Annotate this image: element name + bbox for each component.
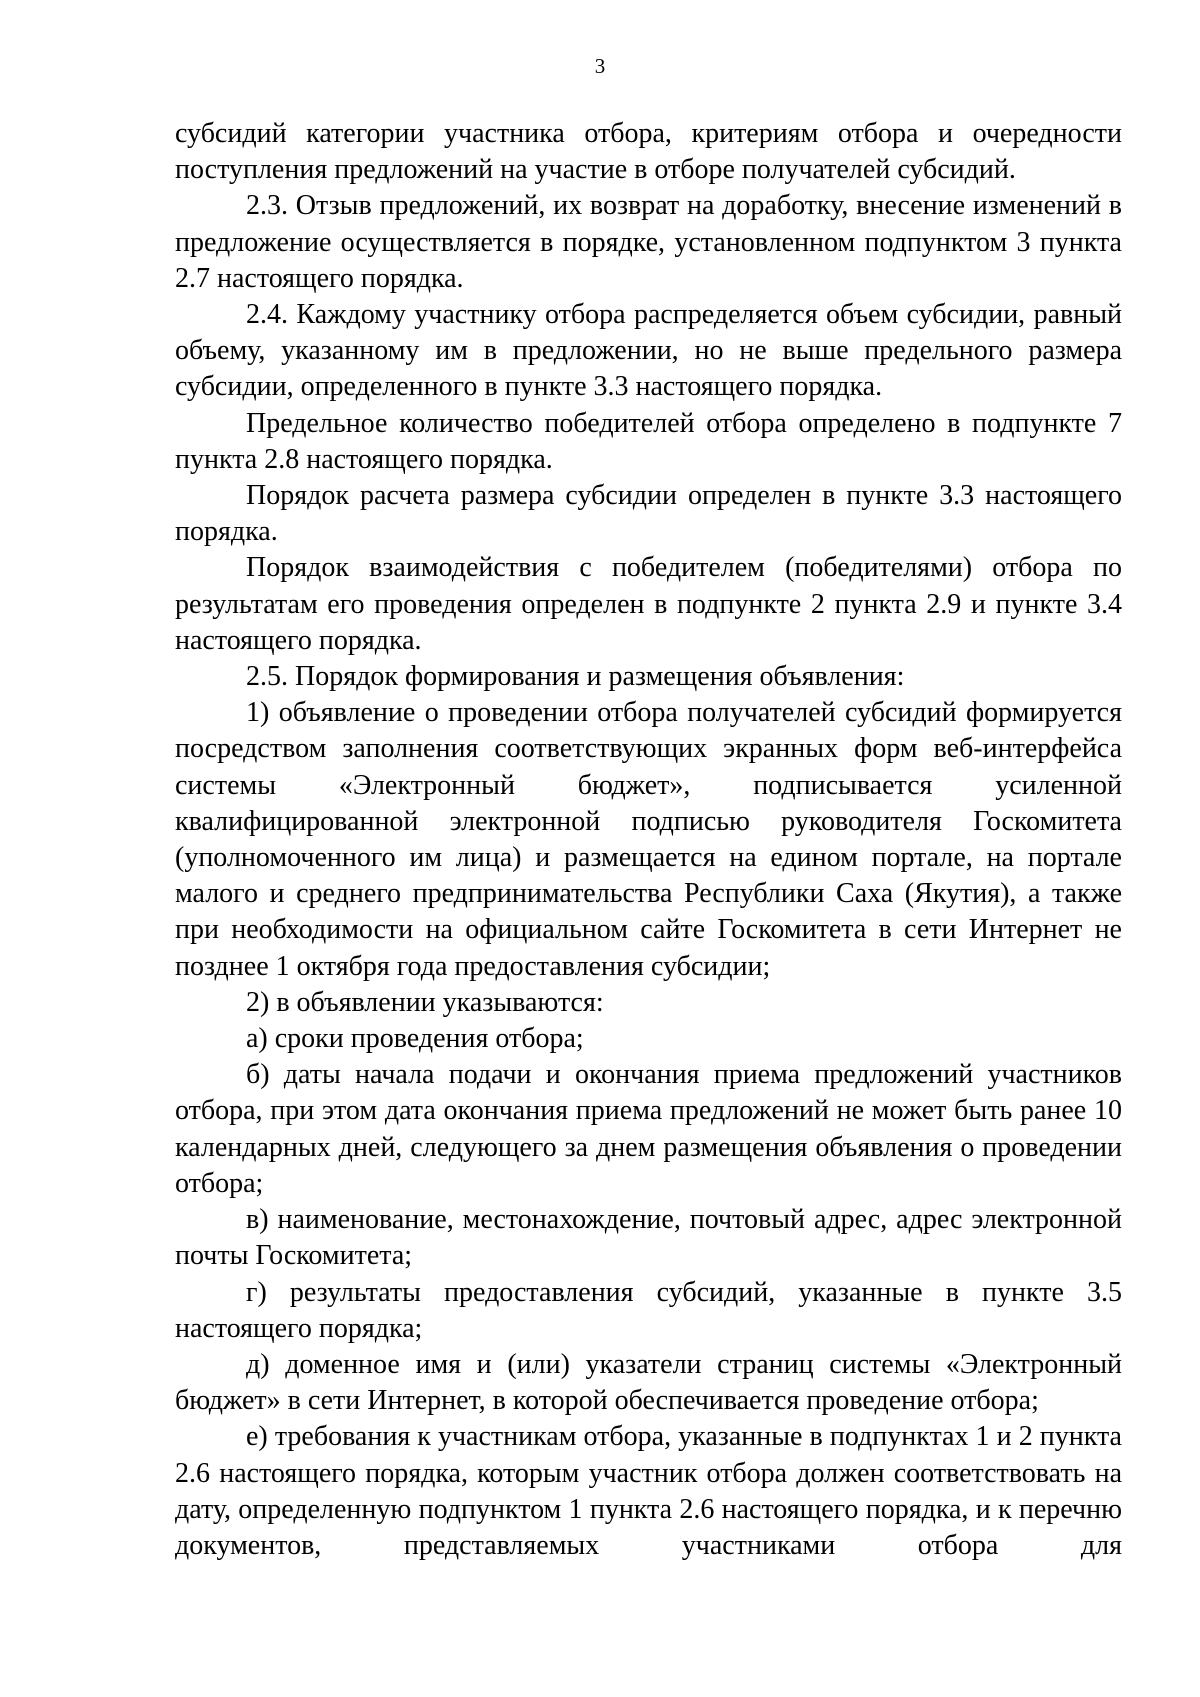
- paragraph: б) даты начала подачи и окончания приема предложений участников отбора, при этом дата окончания приема предложений не может быть ранее 10 календарных дней, следующего за днем размещения объявления о проведении отбора;: [175, 1059, 1122, 1199]
- paragraph: 2.4. Каждому участнику отбора распределяется объем субсидии, равный объему, указанному им в предложении, но не выше предельного размера субсидии, определенного в пункте 3.3 настоящего порядка.: [175, 299, 1122, 403]
- page-number: 3: [594, 54, 606, 78]
- paragraph: Порядок взаимодействия с победителем (победителями) отбора по результатам его проведения определен в подпункте 2 пункта 2.9 и пункте 3.4 настоящего порядка.: [175, 552, 1122, 656]
- paragraph: в) наименование, местонахождение, почтовый адрес, адрес электронной почты Госкомитета;: [175, 1204, 1122, 1272]
- paragraph: 2.5. Порядок формирования и размещения объявления:: [246, 661, 905, 693]
- document-body: [175, 116, 1122, 1564]
- paragraph: субсидий категории участника отбора, критериям отбора и очередности поступления предложений на участие в отборе получателей субсидий.: [175, 118, 1122, 186]
- paragraph: е) требования к участникам отбора, указанные в подпунктах 1 и 2 пункта 2.6 настоящего порядка, которым участник отбора должен соответствовать на дату, определенную подпунктом 1 пункта 2.6 настоящего порядка, и к перечню документов, представляемых участниками отбора для: [175, 1421, 1122, 1561]
- paragraph: 1) объявление о проведении отбора получателей субсидий формируется посредством заполнения соответствующих экранных форм веб-интерфейса системы «Электронный бюджет», подписывается усиленной квалифицированной электронной подписью руководителя Госкомитета (уполномоченного им лица) и размещается на едином портале, на портале малого и среднего предпринимательства Республики Саха (Якутия), а также при необходимости на официальном сайте Госкомитета в сети Интернет не позднее 1 октября года предоставления субсидии;: [175, 697, 1122, 982]
- paragraph: а) сроки проведения отбора;: [246, 1023, 584, 1055]
- paragraph: 2.3. Отзыв предложений, их возврат на доработку, внесение изменений в предложение осуществляется в порядке, установленном подпунктом 3 пункта 2.7 настоящего порядка.: [175, 190, 1122, 294]
- paragraph: г) результаты предоставления субсидий, указанные в пункте 3.5 настоящего порядка;: [175, 1276, 1122, 1344]
- paragraph: Порядок расчета размера субсидии определен в пункте 3.3 настоящего порядка.: [175, 480, 1122, 548]
- paragraph: Предельное количество победителей отбора определено в подпункте 7 пункта 2.8 настоящего порядка.: [175, 407, 1122, 475]
- paragraph: 2) в объявлении указываются:: [246, 986, 604, 1018]
- paragraph: д) доменное имя и (или) указатели страниц системы «Электронный бюджет» в сети Интернет, в которой обеспечивается проведение отбора;: [175, 1348, 1122, 1417]
